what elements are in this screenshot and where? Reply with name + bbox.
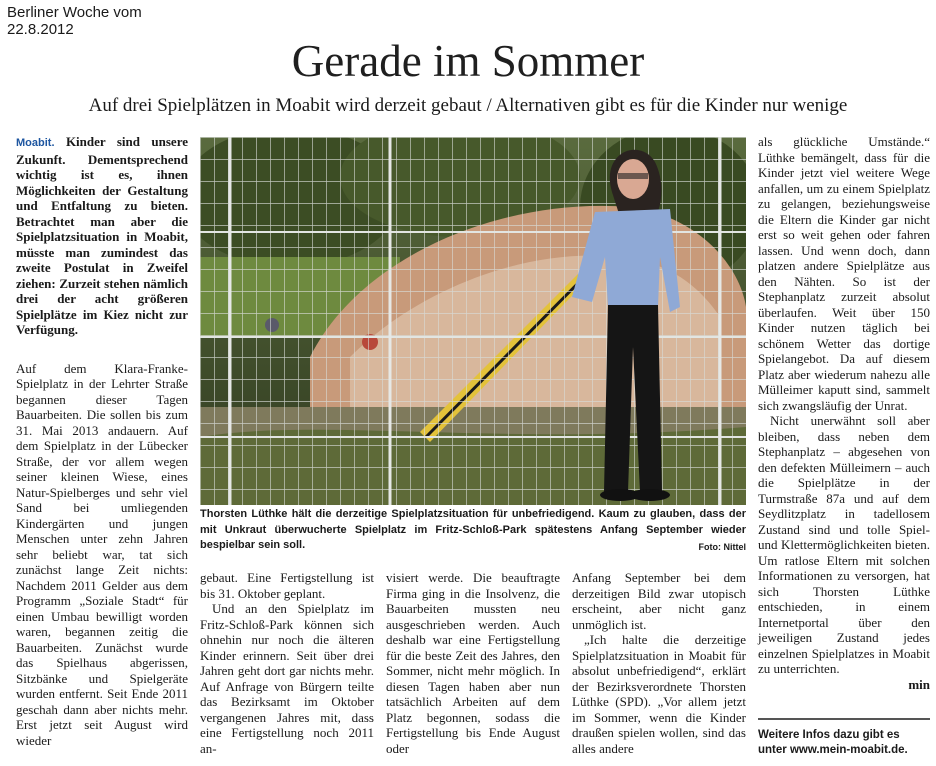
- body-paragraph: „Ich halte die derzeitige Spielplatzsituation in Moabit für absolut unbefriedigend“, erklärt der Bezirksverordnete Thorsten Lüthke (SPD). „Vor allem jetzt im Sommer, wenn die Kinder draußen spielen wollen, sind das alles andere: [572, 632, 746, 756]
- author-signature: min: [908, 676, 930, 692]
- article-photo: [200, 137, 746, 505]
- headline: Gerade im Sommer: [291, 36, 645, 86]
- article-column-1: [16, 134, 188, 748]
- body-paragraph: Anfang September bei dem derzeitigen Bild zwar utopisch erscheint, aber nicht ganz unmöglich ist.: [572, 570, 746, 632]
- info-box: Weitere Infos dazu gibt es unter www.mein-moabit.de.: [758, 718, 930, 758]
- body-paragraph: gebaut. Eine Fertigstellung ist bis 31. Oktober geplant.: [200, 570, 374, 601]
- subheadline: Auf drei Spielplätzen in Moabit wird derzeit gebaut / Alternativen gibt es für die Kinder nur wenige: [88, 95, 848, 116]
- photo-caption: [200, 507, 746, 556]
- playground-photo: [200, 137, 746, 505]
- intro-text: Kinder sind unsere Zukunft. Dementsprechend wichtig ist es, ihnen Möglichkeiten der Gestaltung und Entfaltung zu bieten. Betrachtet man aber die Spielplatzsituation in Moabit, müsste man zumindest das zweite Postulat in Zweifel ziehen: Zurzeit stehen nämlich drei der acht größeren Spielplätze im Kiez nicht zur Verfügung.: [16, 134, 189, 337]
- body-paragraph: Nicht unerwähnt soll aber bleiben, dass neben dem Stephanplatz – abgesehen von den defekten Mülleimern – auch die Spielplätze in der Turmstraße 87a und auf dem Seydlitzplatz in tadellosem Zustand sind und tolle Spiel- und Klettermöglichkeiten bieten. Um ratlose Eltern mit solchen Informationen zu versorgen, hat sich Thorsten Lüthke entschieden, in einem Internetportal über den jeweiligen Zustand jedes einzelnen Spielplatzes in Moabit zu unterrichten.: [758, 413, 930, 676]
- article-column-5: [758, 134, 930, 692]
- publication-source: Berliner Woche vom 22.8.2012: [7, 4, 142, 38]
- article-column-3: [386, 570, 560, 756]
- article-column-4: [572, 570, 746, 756]
- article-column-2: [200, 570, 374, 756]
- body-paragraph: visiert werde. Die beauftragte Firma ging in die Insolvenz, die Bauarbeiten mussten neu ausgeschrieben werden. Auch deshalb war eine Fertigstellung für die beste Zeit des Jahres, den Sommer, nicht mehr möglich. In diesen Tagen haben aber nun tatsächlich Arbeiten auf dem Platz begonnen, sodass die Fertigstellung bis Ende August oder: [386, 570, 560, 756]
- intro-paragraph: [16, 134, 188, 338]
- body-paragraph: Auf dem Klara-Franke-Spielplatz in der Lehrter Straße begannen dieser Tagen Bauarbeiten. Die sollen bis zum 31. Mai 2013 andauern. Auf dem Spielplatz in der Lübecker Straße, der vor allem wegen seiner kleinen Wiese, eines Natur-Spielberges und sehr viel Sand bei umliegenden Kindergärten und jungen Menschen unter zehn Jahren sehr beliebt war, tat sich zunächst lange Zeit nichts: Nachdem 2011 Gelder aus dem Programm „Soziale Stadt“ für einen Umbau bewilligt worden waren, begannen zeitig die Bauarbeiten. Zunächst wurde das Spielhaus abgerissen, Sitzbänke und Spielgeräte wurden entfernt. Seit Ende 2011 geschah dann aber nichts mehr. Erst jetzt seit August wird wieder: [16, 360, 188, 748]
- body-paragraph: als glückliche Umstände.“ Lüthke bemängelt, dass für die Kinder jetzt viel weitere Wege anfallen, um zu einem Spielplatz zu gelangen, beziehungsweise die Eltern die Kinder gar nicht erst so weit gehen oder fahren lassen. Und wenn doch, dann platzen andere Spielplätze aus den Nähten. So ist der Stephanplatz zurzeit absolut überlaufen. Weit über 150 Kinder nutzen täglich bei schönem Wetter das dortige Spielangebot. Da auf diesem Platz aber wiederum nahezu alle Mülleimer kaputt sind, sammelt sich zwangsläufig der Unrat.: [758, 134, 930, 413]
- location-tag: Moabit.: [16, 137, 55, 149]
- caption-text: Thorsten Lüthke hält die derzeitige Spielplatzsituation für unbefriedigend. Kaum zu glauben, dass der mit Unkraut überwucherte Spielplatz im Fritz-Schloß-Park spätestens Anfang September wieder bespielbar sein soll.: [200, 508, 746, 551]
- photo-credit: Foto: Nittel: [698, 542, 746, 552]
- body-paragraph: Und an den Spielplatz im Fritz-Schloß-Park können sich ohnehin nur noch die älteren Kinder erinnern. Seit über drei Jahren geht dort gar nichts mehr. Auf Anfrage von Bürgern teilte das Bezirksamt im Oktober vergangenen Jahres mit, dass eine Fertigstellung noch 2011 an-: [200, 601, 374, 756]
